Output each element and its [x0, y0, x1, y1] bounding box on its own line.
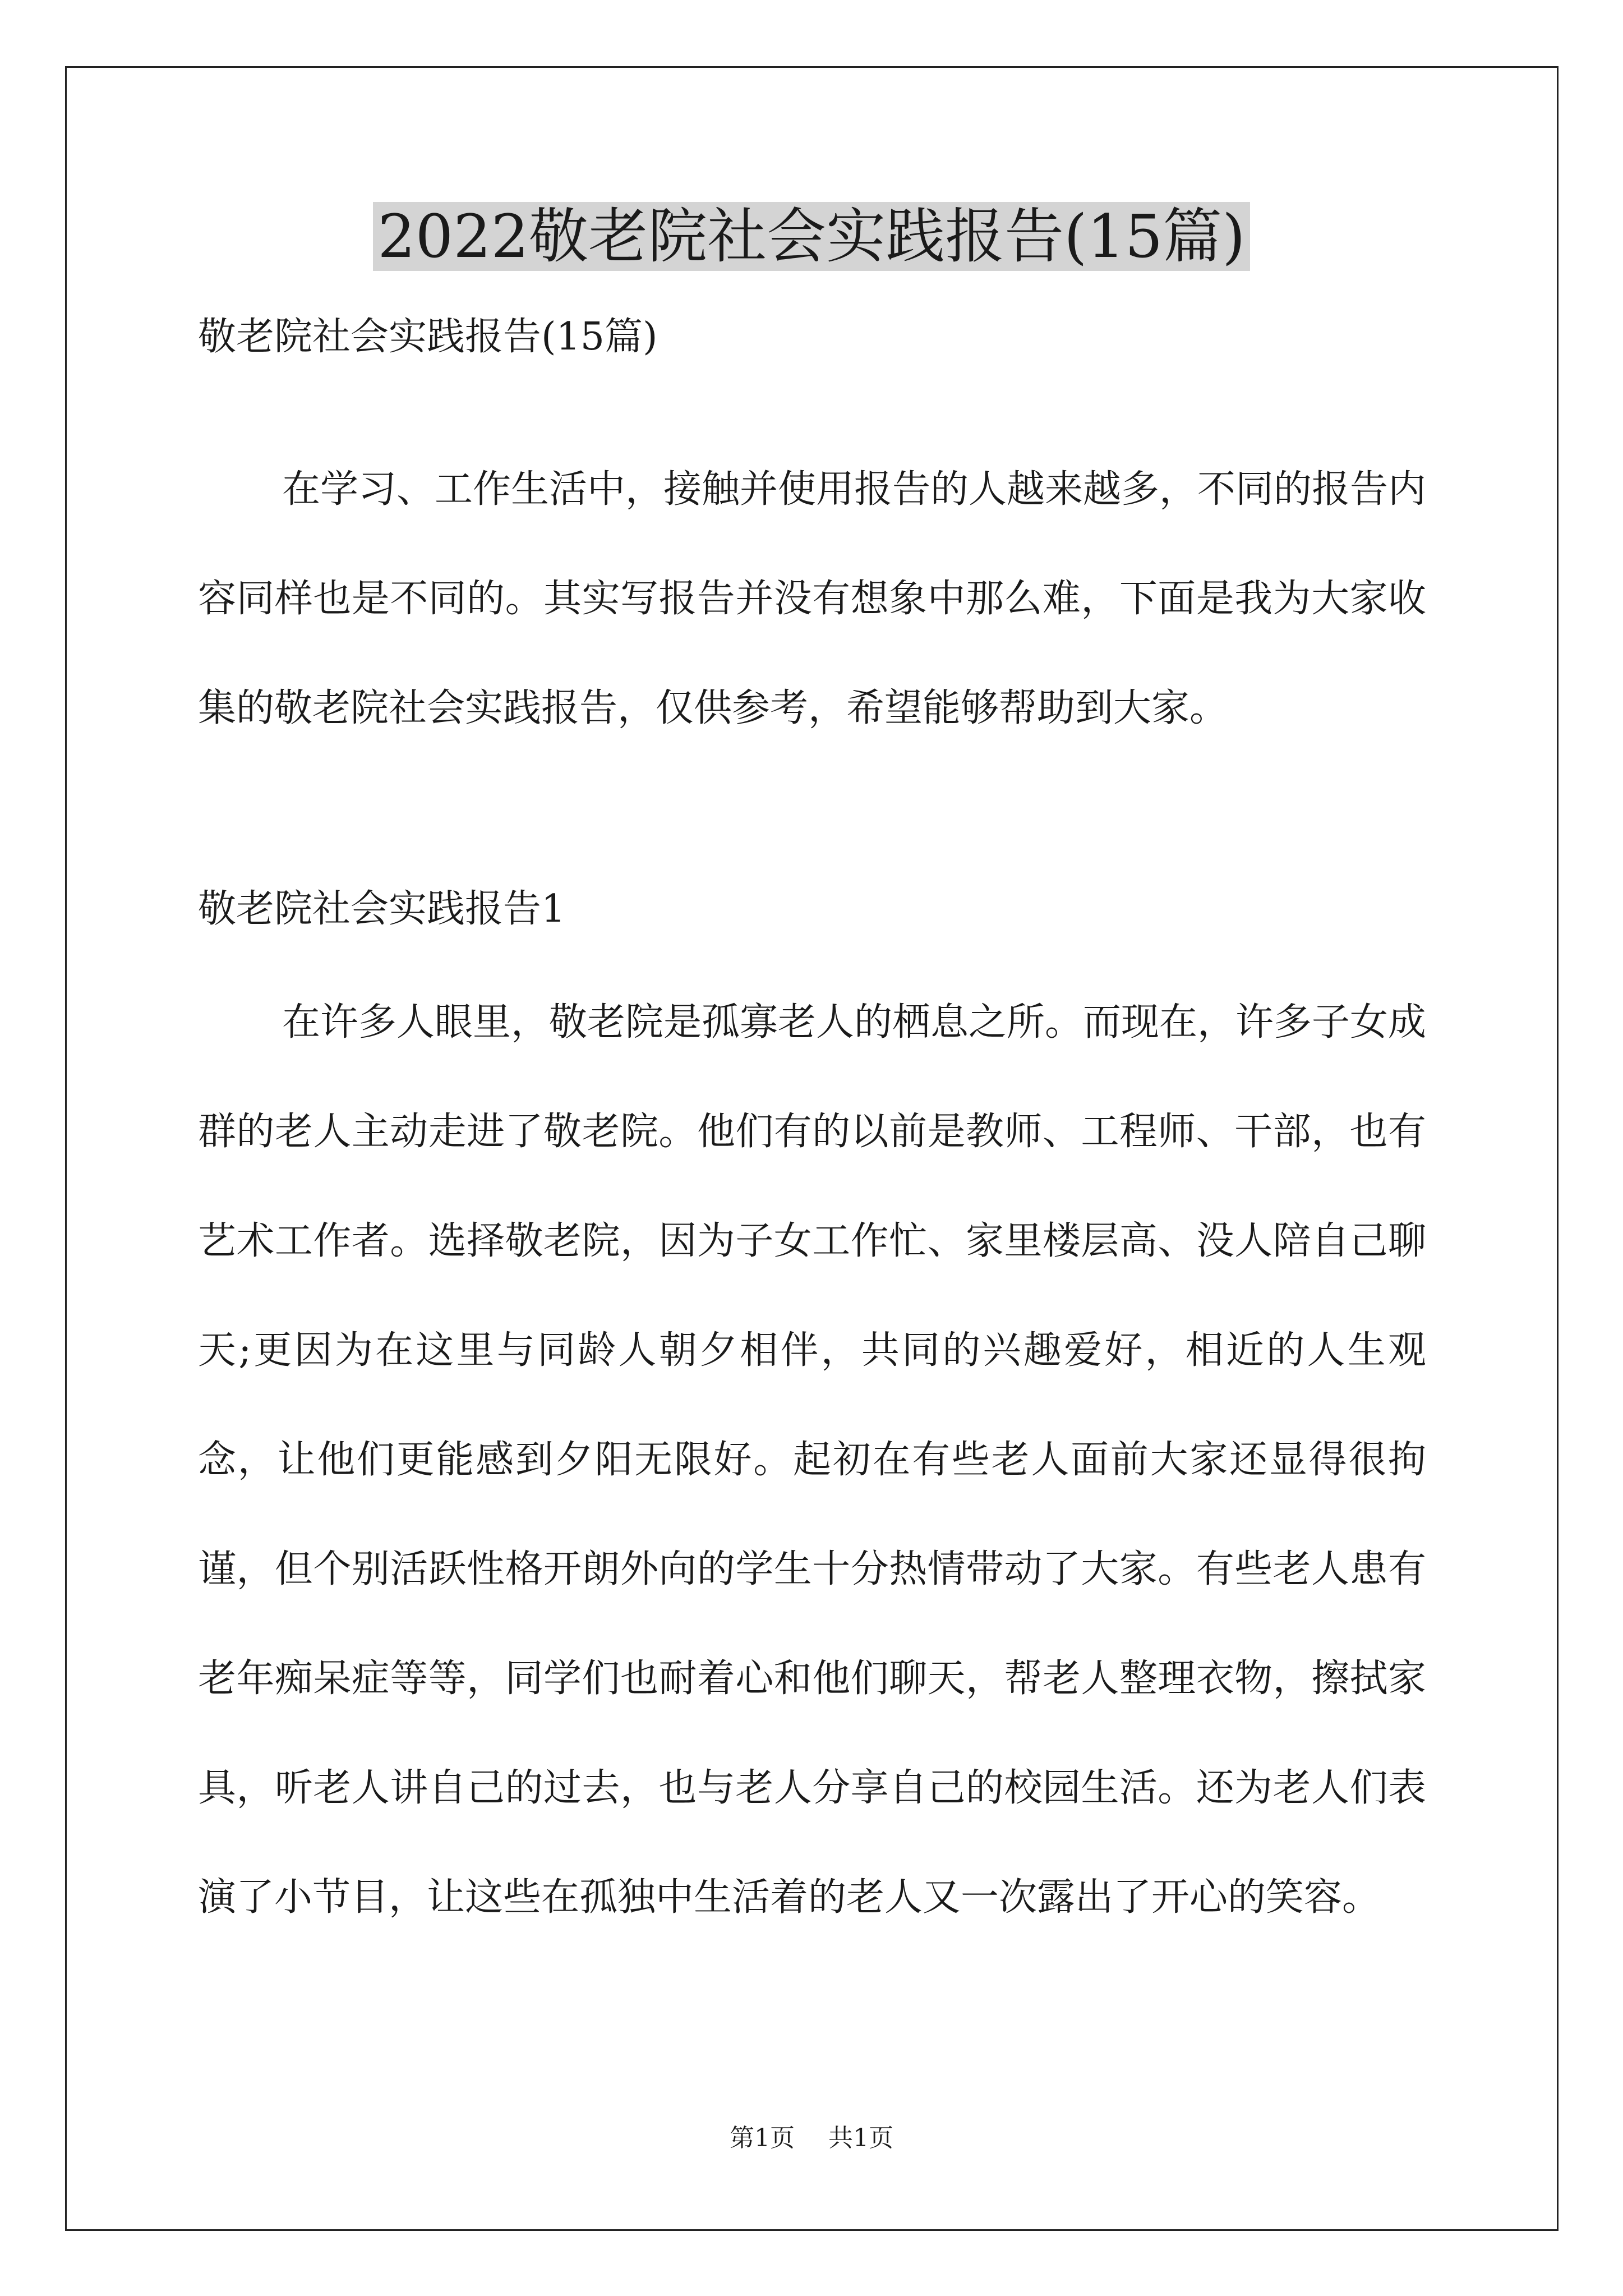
page-footer [0, 2122, 1623, 2155]
body-paragraph: 在许多人眼里，敬老院是孤寡老人的栖息之所。而现在，许多子女成群的老人主动走进了敬老院。他们有的以前是教师、工程师、干部，也有艺术工作者。选择敬老院，因为子女工作忙、家里楼层高、没人陪自己聊天;更因为在这里与同龄人朝夕相伴，共同的兴趣爱好，相近的人生观念，让他们更能感到夕阳无限好。起初在有些老人面前大家还显得很拘谨，但个别活跃性格开朗外向的学生十分热情带动了大家。有些老人患有老年痴呆症等等，同学们也耐着心和他们聊天，帮老人整理衣物，擦拭家具，听老人讲自己的过去，也与老人分享自己的校园生活。还为老人们表演了小节目，让这些在孤独中生活着的老人又一次露出了开心的笑容。 [198, 1000, 1427, 1920]
page-total: 共1页 [828, 2124, 893, 2152]
intro-paragraph: 在学习、工作生活中，接触并使用报告的人越来越多，不同的报告内容同样也是不同的。其实写报告并没有想象中那么难，下面是我为大家收集的敬老院社会实践报告，仅供参考，希望能够帮助到大家。 [198, 467, 1427, 730]
page-number: 第1页 [730, 2124, 795, 2152]
section-heading: 敬老院社会实践报告1 [198, 887, 566, 931]
document-title-text: 2022敬老院社会实践报告(15篇) [373, 202, 1249, 271]
document-title [0, 197, 1623, 276]
document-subtitle: 敬老院社会实践报告(15篇) [198, 315, 658, 359]
